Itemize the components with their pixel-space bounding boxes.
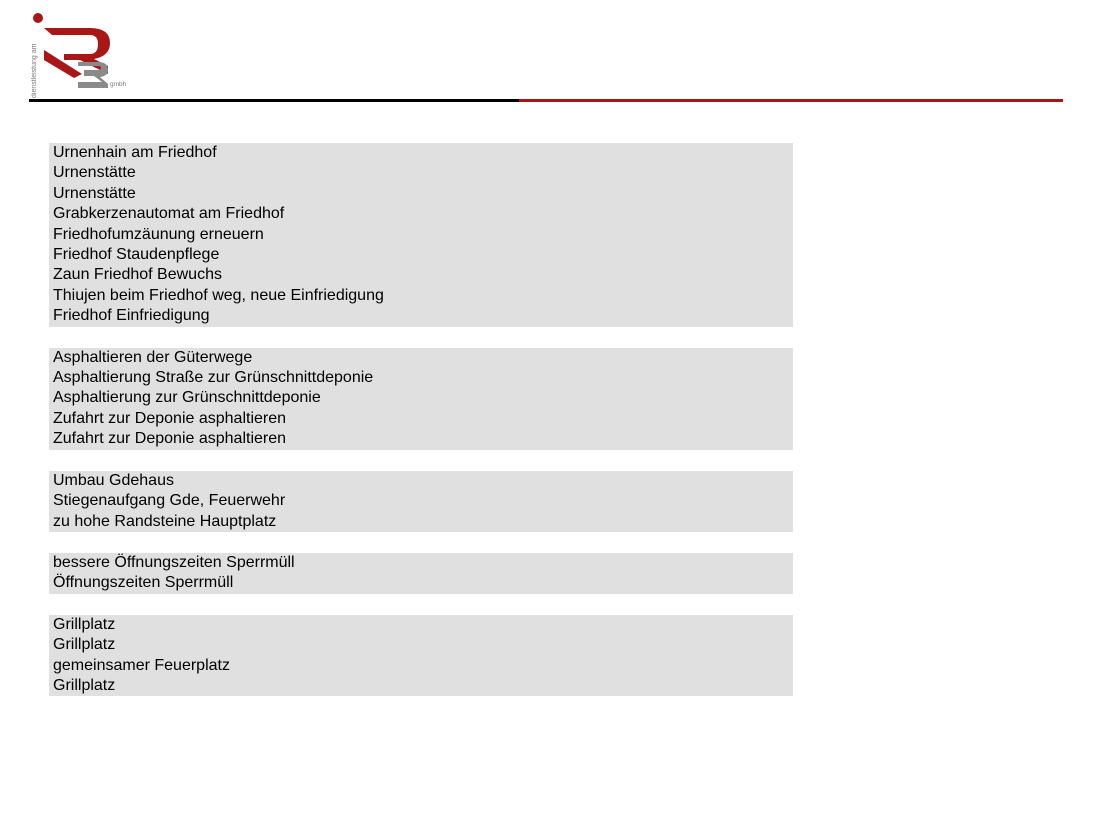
header-rule-right [519, 99, 1063, 102]
list-item: Öffnungszeiten Sperrmüll [53, 574, 234, 592]
list-item: Grabkerzenautomat am Friedhof [53, 205, 285, 223]
list-item: Asphaltierung zur Grünschnittdeponie [53, 389, 321, 407]
list-item: Friedhof Einfriedigung [53, 307, 210, 325]
list-item: Thiujen beim Friedhof weg, neue Einfriedigung [53, 286, 384, 304]
group-asphaltierung [49, 348, 793, 450]
group-sperrmuell [49, 553, 793, 594]
logo-r-shape [44, 28, 110, 74]
logo-vertical-text: dienstleistung am [31, 43, 38, 98]
list-item: zu hohe Randsteine Hauptplatz [53, 512, 277, 530]
list-item: Grillplatz [53, 676, 116, 694]
list-item: Urnenhain am Friedhof [53, 144, 217, 161]
list-item: Asphaltierung Straße zur Grünschnittdeponie [53, 369, 374, 387]
list-item: Grillplatz [53, 636, 116, 654]
company-logo [28, 10, 138, 98]
list-item: Asphaltieren der Güterwege [53, 348, 253, 366]
list-item: Urnenstätte [53, 184, 136, 202]
header-rule-left [29, 99, 519, 102]
list-item: Grillplatz [53, 615, 116, 633]
list-item: Friedhof Staudenpflege [53, 246, 220, 264]
list-item: Zaun Friedhof Bewuchs [53, 266, 222, 284]
topic-groups [49, 143, 793, 717]
logo-grey-shape [78, 62, 108, 88]
list-item: gemeinsamer Feuerplatz [53, 656, 230, 674]
list-item: Urnenstätte [53, 164, 136, 182]
list-item: bessere Öffnungszeiten Sperrmüll [53, 553, 295, 571]
logo-dot [33, 13, 43, 23]
list-item: Zufahrt zur Deponie asphaltieren [53, 409, 287, 427]
group-friedhof [49, 143, 793, 327]
group-grillplatz [49, 615, 793, 697]
list-item: Umbau Gdehaus [53, 471, 174, 489]
list-item: Zufahrt zur Deponie asphaltieren [53, 430, 287, 448]
group-gemeindehaus [49, 471, 793, 532]
logo-suffix: gmbh [110, 81, 127, 88]
list-item: Stiegenaufgang Gde, Feuerwehr [53, 492, 286, 510]
list-item: Friedhofumzäunung erneuern [53, 225, 264, 243]
